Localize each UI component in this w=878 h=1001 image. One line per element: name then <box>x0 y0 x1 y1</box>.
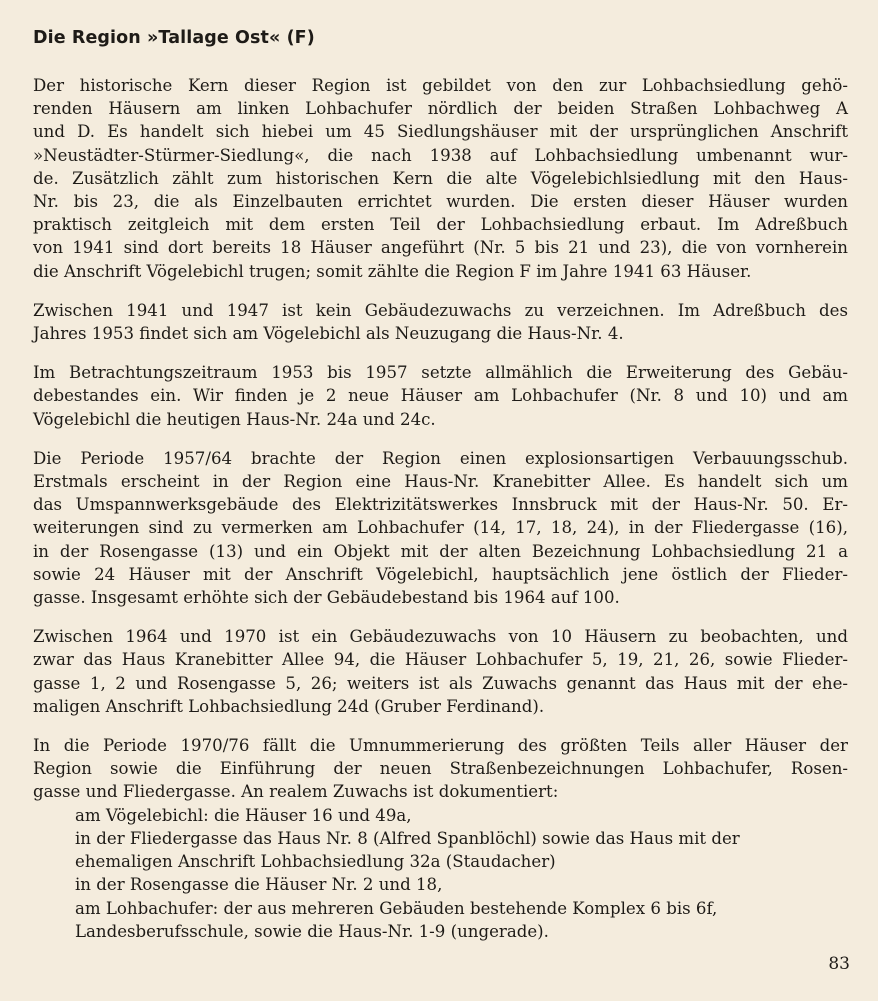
indented-list-line: ehemaligen Anschrift Lohbachsiedlung 32a (Staudacher) <box>75 852 556 872</box>
text-line: sowie 24 Häuser mit der Anschrift Vögelebichl, hauptsächlich jene östlich der Flieder- <box>33 564 848 584</box>
text-line: Erstmals erscheint in der Region eine Haus-Nr. Kranebitter Allee. Es handelt sich um <box>33 472 848 492</box>
text-line: zwar das Haus Kranebitter Allee 94, die Häuser Lohbachufer 5, 19, 21, 26, sowie Flieder- <box>33 650 848 670</box>
text-line: gasse 1, 2 und Rosengasse 5, 26; weiters ist als Zuwachs genannt das Haus mit der ehe- <box>33 673 848 693</box>
text-line: Nr. bis 23, die als Einzelbauten errichtet wurden. Die ersten dieser Häuser wurden <box>33 192 848 212</box>
text-line: In die Periode 1970/76 fällt die Umnummerierung des größten Teils aller Häuser der <box>33 736 848 756</box>
indented-list-line: in der Fliedergasse das Haus Nr. 8 (Alfred Spanblöchl) sowie das Haus mit der <box>75 828 740 848</box>
paragraph <box>33 625 848 718</box>
indented-list-line: am Vögelebichl: die Häuser 16 und 49a, <box>75 805 412 825</box>
text-line: debestandes ein. Wir finden je 2 neue Häuser am Lohbachufer (Nr. 8 und 10) und am <box>33 386 848 406</box>
text-line: Im Betrachtungszeitraum 1953 bis 1957 setzte allmählich die Erweiterung des Gebäu- <box>33 363 848 383</box>
text-line: Zwischen 1964 und 1970 ist ein Gebäudezuwachs von 10 Häusern zu beobachten, und <box>33 627 848 647</box>
section-heading: Die Region »Tallage Ost« (F) <box>33 28 315 48</box>
paragraph <box>33 361 848 431</box>
paragraph <box>33 74 848 283</box>
text-line: de. Zusätzlich zählt zum historischen Kern die alte Vögelebichlsiedlung mit den Haus- <box>33 168 848 188</box>
text-line: Region sowie die Einführung der neuen Straßenbezeichnungen Lohbachufer, Rosen- <box>33 759 848 779</box>
text-line: von 1941 sind dort bereits 18 Häuser angeführt (Nr. 5 bis 21 und 23), die von vornherein <box>33 238 848 258</box>
text-line: Der historische Kern dieser Region ist gebildet von den zur Lohbachsiedlung gehö- <box>33 76 848 95</box>
indented-list-line: am Lohbachufer: der aus mehreren Gebäuden bestehende Komplex 6 bis 6f, <box>75 898 718 918</box>
paragraph <box>33 734 848 943</box>
text-line: maligen Anschrift Lohbachsiedlung 24d (Gruber Ferdinand). <box>33 696 545 716</box>
text-line: gasse. Insgesamt erhöhte sich der Gebäudebestand bis 1964 auf 100. <box>33 588 620 608</box>
text-line: gasse und Fliedergasse. An realem Zuwachs ist dokumentiert: <box>33 782 559 802</box>
text-line: renden Häusern am linken Lohbachufer nördlich der beiden Straßen Lohbachweg A <box>33 99 848 119</box>
text-line: in der Rosengasse (13) und ein Objekt mit der alten Bezeichnung Lohbachsiedlung 21 a <box>33 541 848 561</box>
text-line: das Umspannwerksgebäude des Elektrizitätswerkes Innsbruck mit der Haus-Nr. 50. Er- <box>33 495 848 515</box>
text-line: Die Periode 1957/64 brachte der Region einen explosionsartigen Verbauungsschub. <box>33 448 848 468</box>
text-line: und D. Es handelt sich hiebei um 45 Siedlungshäuser mit der ursprünglichen Anschrift <box>33 122 848 142</box>
document-body <box>33 74 848 959</box>
paragraph <box>33 299 848 345</box>
indented-list-line: in der Rosengasse die Häuser Nr. 2 und 18, <box>75 875 443 895</box>
text-line: Vögelebichl die heutigen Haus-Nr. 24a und 24c. <box>33 409 436 429</box>
text-line: Jahres 1953 findet sich am Vögelebichl als Neuzugang die Haus-Nr. 4. <box>33 324 624 344</box>
page-number: 83 <box>828 954 850 974</box>
text-line: Zwischen 1941 und 1947 ist kein Gebäudezuwachs zu verzeichnen. Im Adreßbuch des <box>33 300 848 320</box>
indented-list-line: Landesberufsschule, sowie die Haus-Nr. 1-9 (ungerade). <box>75 921 549 941</box>
text-line: praktisch zeitgleich mit dem ersten Teil der Lohbachsiedlung erbaut. Im Adreßbuch <box>33 215 848 235</box>
text-line: die Anschrift Vögelebichl trugen; somit zählte die Region F im Jahre 1941 63 Häuser. <box>33 261 752 281</box>
paragraph <box>33 447 848 609</box>
text-line: »Neustädter-Stürmer-Siedlung«, die nach 1938 auf Lohbachsiedlung umbenannt wur- <box>33 145 848 165</box>
text-line: weiterungen sind zu vermerken am Lohbachufer (14, 17, 18, 24), in der Fliedergasse (16), <box>33 518 848 538</box>
